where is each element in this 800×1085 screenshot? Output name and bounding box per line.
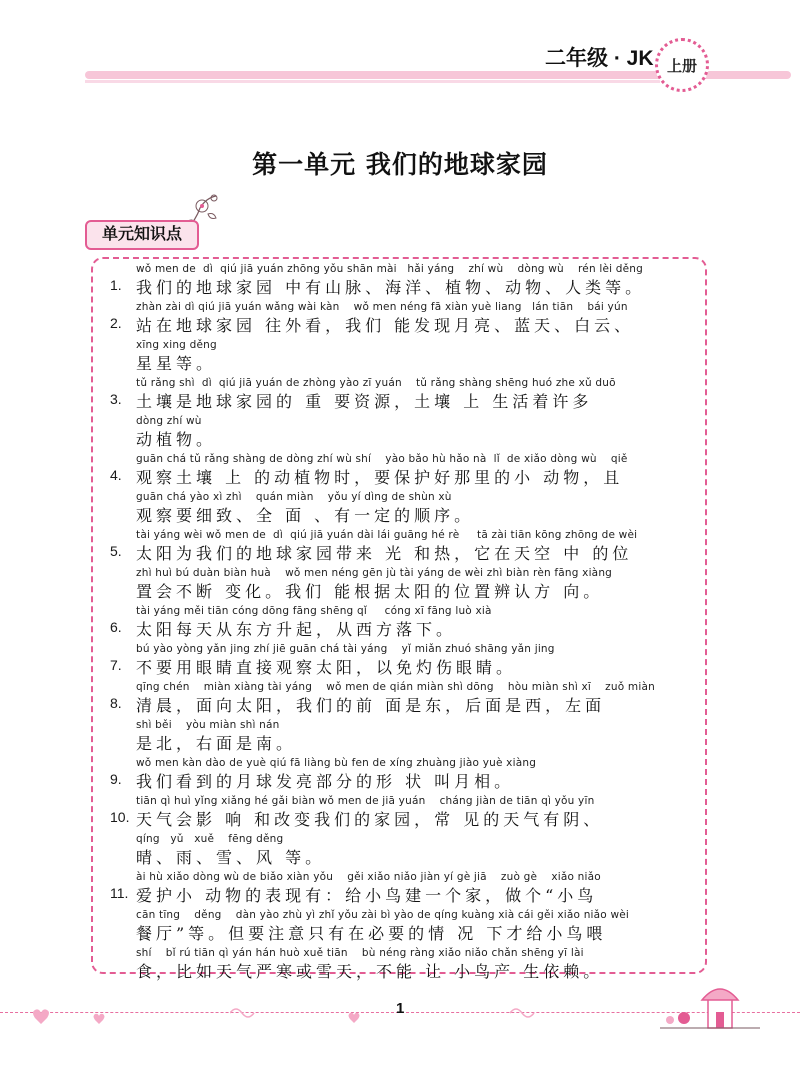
pinyin-line: zhì huì bú duàn biàn huà wǒ men néng gēn jù tài yáng de wèi zhì biàn rèn fāng xiàng <box>136 567 613 579</box>
list-item <box>110 300 710 376</box>
pinyin-line: tài yáng měi tiān cóng dōng fāng shēng qǐ cóng xī fāng luò xià <box>136 605 492 617</box>
pinyin-line: qíng yǔ xuě fēng děng <box>136 833 284 845</box>
hanzi-line: 太阳每天从东方升起，从西方落下。 <box>136 620 457 639</box>
hanzi-line: 晴、雨、雪、风 等。 <box>136 848 326 867</box>
pinyin-line: tài yáng wèi wǒ men de dì qiú jiā yuán dài lái guāng hé rè tā zài tiān kōng zhōng de wèi <box>136 529 638 541</box>
pinyin-line: ài hù xiǎo dòng wù de biǎo xiàn yǒu gěi xiǎo niǎo jiàn yí gè jiā zuò gè xiǎo niǎo <box>136 871 601 883</box>
item-row <box>110 832 710 870</box>
item-row <box>110 604 710 642</box>
heart-decoration-icon <box>25 1000 145 1030</box>
list-item <box>110 452 710 528</box>
list-item <box>110 870 710 984</box>
item-row <box>110 946 710 984</box>
pinyin-line: guān chá tǔ rǎng shàng de dòng zhí wù shí yào bǎo hù hǎo nà lǐ de xiǎo dòng wù qiě <box>136 453 628 465</box>
item-row <box>110 908 710 946</box>
item-row <box>110 490 710 528</box>
grade-label: 二年级 · JK <box>545 47 654 70</box>
volume-label: 上册 <box>666 57 697 75</box>
item-row <box>110 528 710 566</box>
unit-title: 第一单元 我们的地球家园 <box>252 150 548 179</box>
hanzi-line: 土壤是地球家园的 重 要资源，土壤 上 生活着许多 <box>136 392 593 411</box>
list-item <box>110 528 710 604</box>
item-row <box>110 338 710 376</box>
pinyin-line: wǒ men de dì qiú jiā yuán zhōng yǒu shān mài hǎi yáng zhí wù dòng wù rén lèi děng <box>136 263 644 275</box>
hanzi-line: 不要用眼睛直接观察太阳，以免灼伤眼睛。 <box>136 658 517 677</box>
list-item <box>110 262 710 300</box>
knowledge-list <box>110 262 710 984</box>
hanzi-line: 餐厅”等。但要注意只有在必要的情 况 下才给小鸟喂 <box>136 924 607 943</box>
item-row <box>110 680 710 718</box>
pinyin-line: shì běi yòu miàn shì nán <box>136 719 280 731</box>
list-item <box>110 642 710 680</box>
list-item <box>110 794 710 870</box>
section-label: 单元知识点 <box>85 220 199 250</box>
pinyin-line: dòng zhí wù <box>136 415 202 427</box>
pinyin-line: zhàn zài dì qiú jiā yuán wǎng wài kàn wǒ men néng fā xiàn yuè liang lán tiān bái yún <box>136 301 628 313</box>
item-number: 9. <box>110 771 122 787</box>
hanzi-line: 清晨，面向太阳，我们的前 面是东，后面是西，左面 <box>136 696 606 715</box>
hanzi-line: 食，比如天气严寒或雪天，不能 让 小鸟产 生依赖。 <box>136 962 604 981</box>
item-row <box>110 642 710 680</box>
item-row <box>110 414 710 452</box>
hanzi-line: 星星等。 <box>136 354 217 373</box>
list-item <box>110 756 710 794</box>
wave-decoration-icon <box>230 1003 590 1023</box>
hanzi-line: 我们看到的月球发亮部分的形 状 叫月相。 <box>136 772 515 791</box>
pinyin-line: xīng xing děng <box>136 339 217 351</box>
item-row <box>110 794 710 832</box>
hanzi-line: 置会不断 变化。我们 能根据太阳的位置辨认方 向。 <box>136 582 604 601</box>
item-number: 4. <box>110 467 122 483</box>
pinyin-line: guān chá yào xì zhì quán miàn yǒu yí dìng de shùn xù <box>136 491 452 503</box>
item-number: 7. <box>110 657 122 673</box>
hanzi-line: 太阳为我们的地球家园带来 光 和热，它在天空 中 的位 <box>136 544 633 563</box>
hanzi-line: 是北，右面是南。 <box>136 734 297 753</box>
item-number: 5. <box>110 543 122 559</box>
volume-badge <box>655 38 709 92</box>
item-row <box>110 756 710 794</box>
item-row <box>110 376 710 414</box>
item-number: 1. <box>110 277 122 293</box>
pinyin-line: qīng chén miàn xiàng tài yáng wǒ men de qián miàn shì dōng hòu miàn shì xī zuǒ miàn <box>136 681 655 693</box>
pinyin-line: tǔ rǎng shì dì qiú jiā yuán de zhòng yào zī yuán tǔ rǎng shàng shēng huó zhe xǔ duō <box>136 377 616 389</box>
item-number: 8. <box>110 695 122 711</box>
item-number: 6. <box>110 619 122 635</box>
page-number: 1 <box>396 1000 405 1017</box>
list-item <box>110 376 710 452</box>
pinyin-line: shí bǐ rú tiān qì yán hán huò xuě tiān bù néng ràng xiǎo niǎo chǎn shēng yī lài <box>136 947 584 959</box>
pinyin-line: tiān qì huì yǐng xiǎng hé gǎi biàn wǒ men de jiā yuán cháng jiàn de tiān qì yǒu yīn <box>136 795 595 807</box>
item-row <box>110 300 710 338</box>
mushroom-house-icon <box>660 980 760 1030</box>
hanzi-line: 观察要细致、全 面 、有一定的顺序。 <box>136 506 475 525</box>
item-number: 3. <box>110 391 122 407</box>
item-number: 2. <box>110 315 122 331</box>
hanzi-line: 动植物。 <box>136 430 217 449</box>
pinyin-line: wǒ men kàn dào de yuè qiú fā liàng bù fen de xíng zhuàng jiào yuè xiàng <box>136 757 537 769</box>
item-number: 10. <box>110 809 130 825</box>
item-row <box>110 870 710 908</box>
item-row <box>110 262 710 300</box>
hanzi-line: 我们的地球家园 中有山脉、海洋、植物、动物、人类等。 <box>136 278 646 297</box>
hanzi-line: 站在地球家园 往外看，我们 能发现月亮、蓝天、白云、 <box>136 316 635 335</box>
item-row <box>110 452 710 490</box>
item-row <box>110 566 710 604</box>
hanzi-line: 爱护小 动物的表现有：给小鸟建一个家，做个“小鸟 <box>136 886 598 905</box>
hanzi-line: 观察土壤 上 的动植物时，要保护好那里的小 动物，且 <box>136 468 624 487</box>
pinyin-line: cān tīng děng dàn yào zhù yì zhǐ yǒu zài bì yào de qíng kuàng xià cái gěi xiǎo niǎo wèi <box>136 909 630 921</box>
hanzi-line: 天气会影 响 和改变我们的家园，常 见的天气有阴、 <box>136 810 604 829</box>
item-number: 11. <box>110 885 129 901</box>
pinyin-line: bú yào yòng yǎn jing zhí jiē guān chá tài yáng yǐ miǎn zhuó shāng yǎn jing <box>136 643 555 655</box>
item-row <box>110 718 710 756</box>
header-underline <box>85 80 660 83</box>
list-item <box>110 680 710 756</box>
list-item <box>110 604 710 642</box>
